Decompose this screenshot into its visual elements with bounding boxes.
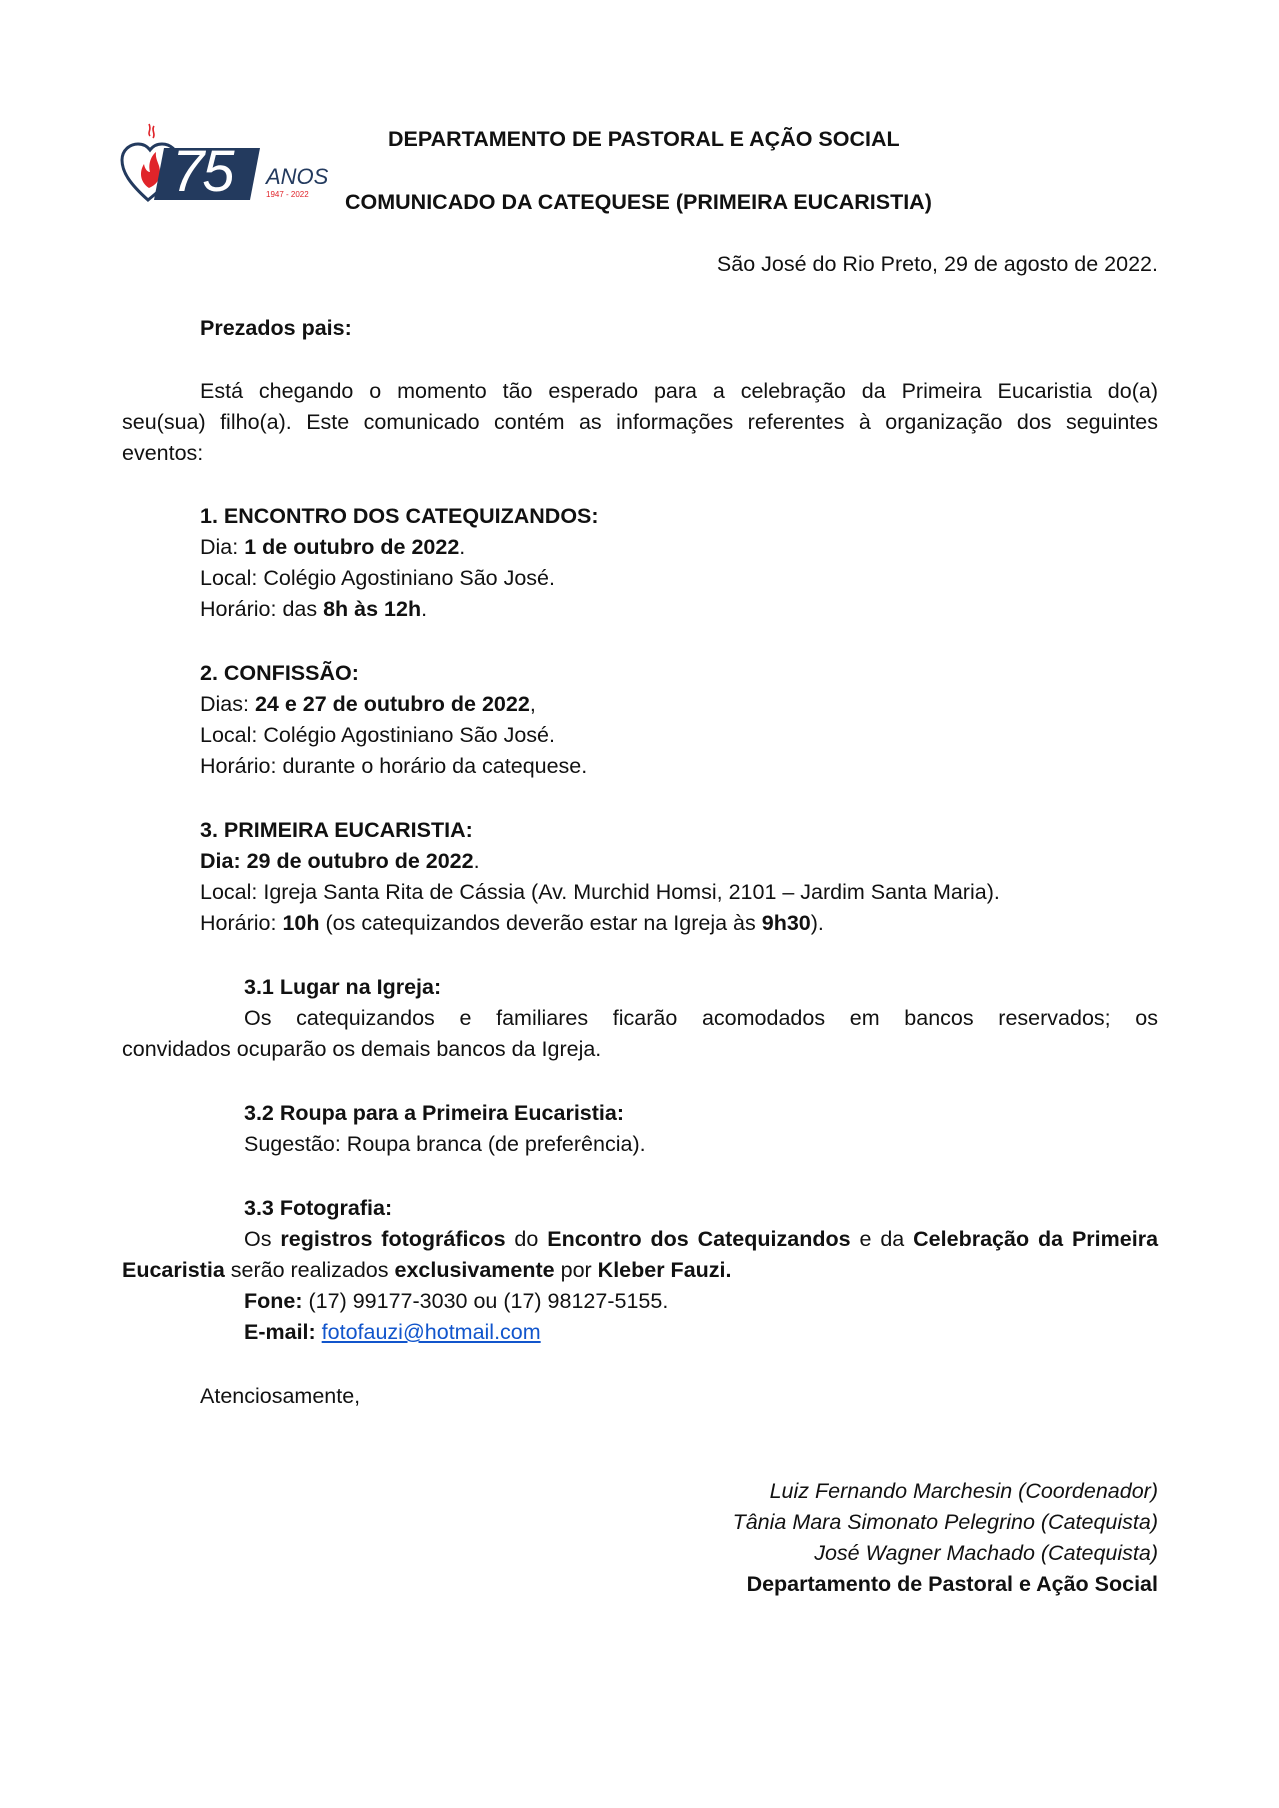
event1-day-value: 1 de outubro de 2022 (244, 535, 460, 559)
event3-place: Local: Igreja Santa Rita de Cássia (Av. Murchid Homsi, 2101 – Jardim Santa Maria). (200, 880, 1000, 904)
sub33-title: 3.3 Fotografia: (244, 1196, 393, 1220)
sub33-l1-c: do (505, 1227, 548, 1251)
sub33-l2-b: serão realizados (224, 1258, 395, 1282)
sub33-l2-a: Eucaristia (122, 1258, 225, 1282)
sub33-l2-d: por (554, 1258, 598, 1282)
event1-time (200, 594, 427, 625)
sub33-l1-d: Encontro dos Catequizandos (547, 1227, 851, 1251)
event2-place: Local: Colégio Agostiniano São José. (200, 723, 555, 747)
sub33-l1-b: registros fotográficos (280, 1227, 506, 1251)
logo-word: ANOS (266, 164, 329, 189)
intro-line-2: seu(sua) filho(a). Este comunicado contém as informações referentes à organização dos seguintes (122, 410, 1158, 434)
sub31-line-2: convidados ocuparão os demais bancos da Igreja. (122, 1037, 602, 1061)
event3-day-value: Dia: 29 de outubro de 2022 (200, 849, 474, 873)
sub33-l1-e: e da (850, 1227, 914, 1251)
event3-time (200, 908, 824, 939)
event2-day-label: Dias: (200, 692, 255, 716)
logo-number: 75 (172, 139, 233, 204)
event1-day-label: Dia: (200, 535, 245, 559)
event1-day-end: . (459, 535, 466, 559)
intro-line-3: eventos: (122, 441, 204, 465)
closing: Atenciosamente, (200, 1384, 361, 1408)
event1-time-label: Horário: das (200, 597, 324, 621)
event2-title: 2. CONFISSÃO: (200, 661, 359, 685)
event2-time: Horário: durante o horário da catequese. (200, 754, 588, 778)
email-link[interactable]: fotofauzi@hotmail.com (321, 1320, 541, 1344)
sub33-l2-e: Kleber Fauzi. (597, 1258, 732, 1282)
intro-line-1: Está chegando o momento tão esperado para a celebração da Primeira Eucaristia do(a) (200, 379, 1158, 403)
sub31-title: 3.1 Lugar na Igreja: (244, 975, 442, 999)
event1-title: 1. ENCONTRO DOS CATEQUIZANDOS: (200, 504, 599, 528)
sub33-line-1 (244, 1224, 1158, 1255)
sub33-l2-c: exclusivamente (394, 1258, 555, 1282)
signature-coordinator: Luiz Fernando Marchesin (Coordenador) (769, 1479, 1158, 1503)
event2-day-value: 24 e 27 de outubro de 2022 (254, 692, 530, 716)
event2-day-end: , (529, 692, 536, 716)
logo (120, 118, 350, 208)
event2-day (200, 689, 536, 720)
event3-title: 3. PRIMEIRA EUCARISTIA: (200, 818, 473, 842)
email-label: E-mail: (244, 1320, 316, 1344)
signature-catechist-2: José Wagner Machado (Catequista) (814, 1541, 1158, 1565)
event1-place: Local: Colégio Agostiniano São José. (200, 566, 555, 590)
sub33-l1-a: Os (244, 1227, 281, 1251)
event3-day-end: . (473, 849, 480, 873)
event1-time-end: . (421, 597, 428, 621)
sub33-l1-f: Celebração da Primeira (913, 1227, 1159, 1251)
greeting: Prezados pais: (200, 316, 352, 340)
event3-time-mid: (os catequizandos deverão estar na Igreja às (319, 911, 762, 935)
sub33-line-2 (122, 1255, 731, 1286)
communique-subtitle: COMUNICADO DA CATEQUESE (PRIMEIRA EUCARISTIA) (345, 190, 932, 214)
phone-label: Fone: (244, 1289, 303, 1313)
date-line: São José do Rio Preto, 29 de agosto de 2022. (716, 252, 1158, 276)
sub32-line-1: Sugestão: Roupa branca (de preferência). (244, 1132, 646, 1156)
event3-time-label: Horário: (200, 911, 283, 935)
logo-years: 1947 - 2022 (266, 190, 309, 199)
phone-line (244, 1286, 668, 1317)
event1-time-value: 8h às 12h (323, 597, 422, 621)
signature-catechist-1: Tânia Mara Simonato Pelegrino (Catequista) (732, 1510, 1158, 1534)
event3-day (200, 846, 480, 877)
event3-time-end: ). (810, 911, 824, 935)
signature-department: Departamento de Pastoral e Ação Social (746, 1572, 1158, 1596)
event3-time-value2: 9h30 (761, 911, 811, 935)
heart-flame-icon (120, 118, 350, 208)
event1-day (200, 532, 465, 563)
department-title: DEPARTAMENTO DE PASTORAL E AÇÃO SOCIAL (388, 127, 900, 151)
event3-time-value: 10h (282, 911, 320, 935)
sub32-title: 3.2 Roupa para a Primeira Eucaristia: (244, 1101, 624, 1125)
phone-value: (17) 99177-3030 ou (17) 98127-5155. (302, 1289, 669, 1313)
sub31-line-1: Os catequizandos e familiares ficarão acomodados em bancos reservados; os (244, 1006, 1158, 1030)
email-line (244, 1317, 541, 1348)
